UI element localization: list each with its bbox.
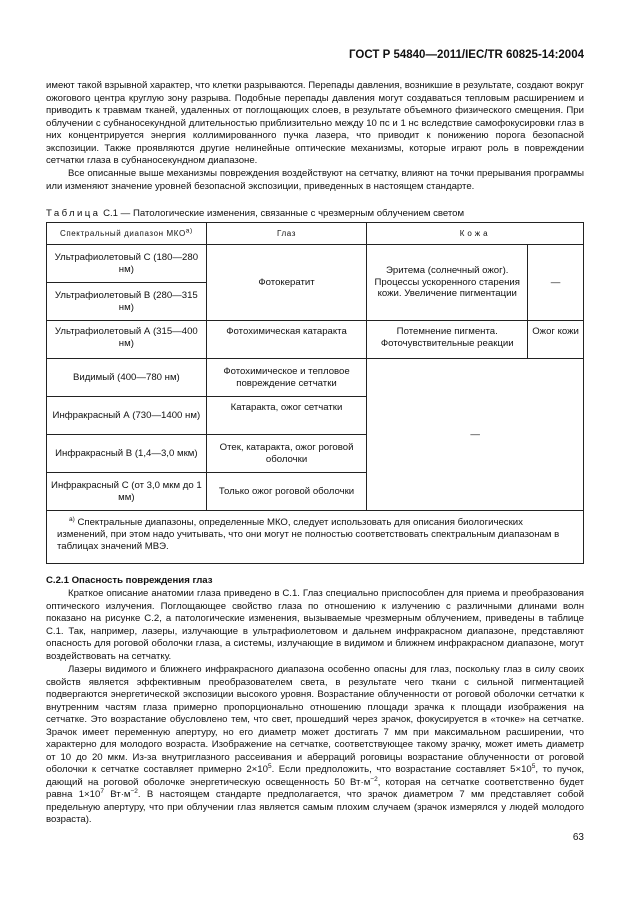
intro-paragraph-2: Все описанные выше механизмы повреждения воздействуют на сетчатку, влияют на точки прерывания программы или изменяют значение уровней безопасной экспозиции, приведенных в настоящем стандарте. <box>46 168 584 192</box>
intro-paragraph-1: имеют такой взрывной характер, что клетки разрываются. Перепады давления, возникшие в результате, создают вокруг ожогового центра круглую зону разрыва. Подобные перепады давления могут создаваться тепловым расширением и приводить к травмам тканей, удаленных от поглощающих слоев, в результате объемного физического смещения. При облучении с субнаносекундной длительностью приблизительно между 10 пс и 1 нс вследствие самофокусировки глаз в них концентрируется энергия коллимированного пучка лазера, что приводит к понижению порога безопасной экспозиции. Также проявляются другие нелинейные оптические механизмы, которые играют роль в повреждении сетчатки глаза в субнаносекундном диапазоне. <box>46 80 584 166</box>
section-heading: С.2.1 Опасность повреждения глаз <box>46 575 213 586</box>
cell-eye: Фотохимическое и тепловое повреждение сетчатки <box>206 359 367 397</box>
section-paragraph-2: Лазеры видимого и ближнего инфракрасного диапазона особенно опасны для глаз, поскольку глаз в силу своих свойств является эффективным преобразователем света, в результате чего ткани с сильной пигментацией подвергаются энергетической экспозиции высокого уровня. Возрастание облученности от роговой оболочки сетчатки к внутренним частям глаза примерно пропорционально отношению площади зрачка к площади изображения на сетчатке. Это возрастание обусловлено тем, что свет, прошедший через зрачок, фокусируется в «точке» на сетчатке. Зрачок имеет переменную апертуру, но его диаметр может достигать 7 мм при максимальном расширении, что характерно для молодого возраста. Изображение на сетчатке, соответствующее такому зрачку, может иметь диаметр от 10 до 20 мкм. Из-за внутриглазного рассеивания и аберраций роговицы возрастание облученности от роговой оболочки к сетчатке составляет примерно $2\times 10^5$. Если предположить, что возрастание составляет $5\times 10^5$, то пучок, дающий на роговой оболочке энергетическую освещенность 50 $Вт\cdot м^{-2}$, которая на сетчатке соответственно будет равна $1\times 10^7$ $Вт\cdot м^{-2}$. В настоящем стандарте предполагается, что зрачок диаметром 7 мм представляет собой предельную апертуру, что при облучении глаз является самым плохим случаем (зрачок измерялся у людей молодого возраста). <box>46 664 585 825</box>
cell-range: Инфракрасный С (от 3,0 мкм до 1 мм) <box>47 473 207 511</box>
cell-range: Ультрафиолетовый В (280—315 нм) <box>47 283 207 321</box>
cell-skin-extra: Ожог кожи <box>528 321 584 359</box>
document-header: ГОСТ Р 54840—2011/IEC/TR 60825-14:2004 <box>349 49 584 61</box>
cell-skin-extra: — <box>528 245 584 321</box>
table-header-row <box>47 223 584 245</box>
cell-eye: Катаракта, ожог сетчатки <box>206 397 367 435</box>
section-paragraph-1: Краткое описание анатомии глаза приведено в С.1. Глаз специально приспособлен для приема и преобразования оптического излучения. Поглощающее свойство глаза по отношению к излучению с различными длинами волн показано на рисунке С.2, а патологические изменения, вызываемые чрезмерным облучением, приведены в таблице С.1. Так, например, лазеры, излучающие в ультрафиолетовом и дальнем инфракрасном диапазоне, представляют опасность для роговой оболочки глаза, а системы, излучающие в видимом и ближнем инфракрасном диапазоне, могут воздействовать на сетчатку. <box>46 588 584 662</box>
table-row <box>47 245 584 283</box>
cell-skin: — <box>367 359 584 511</box>
cell-eye: Фотокератит <box>206 245 367 321</box>
cell-range: Инфракрасный А (730—1400 нм) <box>47 397 207 435</box>
pathology-table <box>46 222 584 564</box>
col-eye-header: Глаз <box>206 223 367 245</box>
table-caption-text: С.1 — Патологические изменения, связанные с чрезмерным облучением светом <box>100 208 465 219</box>
table-caption <box>46 208 464 219</box>
table-footnote: $^{а)}$ Спектральные диапазоны, определенные МКО, следует использовать для описания биологических изменений, при этом надо учитывать, что они могут не полностью соответствовать спектральным диапазонам в таблицах значений МВЭ. <box>47 511 584 564</box>
cell-skin: Эритема (солнечный ожог). Процессы ускоренного старения кожи. Увеличение пигментации <box>367 245 528 321</box>
cell-range: Инфракрасный В (1,4—3,0 мкм) <box>47 435 207 473</box>
table-row <box>47 321 584 359</box>
page-number: 63 <box>572 832 584 843</box>
cell-range: Ультрафиолетовый А (315—400 нм) <box>47 321 207 359</box>
table-footnote-row <box>47 511 584 564</box>
cell-eye: Отек, катаракта, ожог роговой оболочки <box>206 435 367 473</box>
col-skin-header: Кожа <box>367 223 584 245</box>
col-spectral-range-header: Спектральный диапазон $МКО^{а)}$ <box>47 223 207 245</box>
cell-eye: Фотохимическая катаракта <box>206 321 367 359</box>
table-caption-word: Таблица <box>46 208 101 219</box>
cell-range: Ультрафиолетовый С (180—280 нм) <box>47 245 207 283</box>
cell-skin: Потемнение пигмента. Фоточувствительные реакции <box>367 321 528 359</box>
table-row <box>47 359 584 397</box>
cell-eye: Только ожог роговой оболочки <box>206 473 367 511</box>
cell-range: Видимый (400—780 нм) <box>47 359 207 397</box>
